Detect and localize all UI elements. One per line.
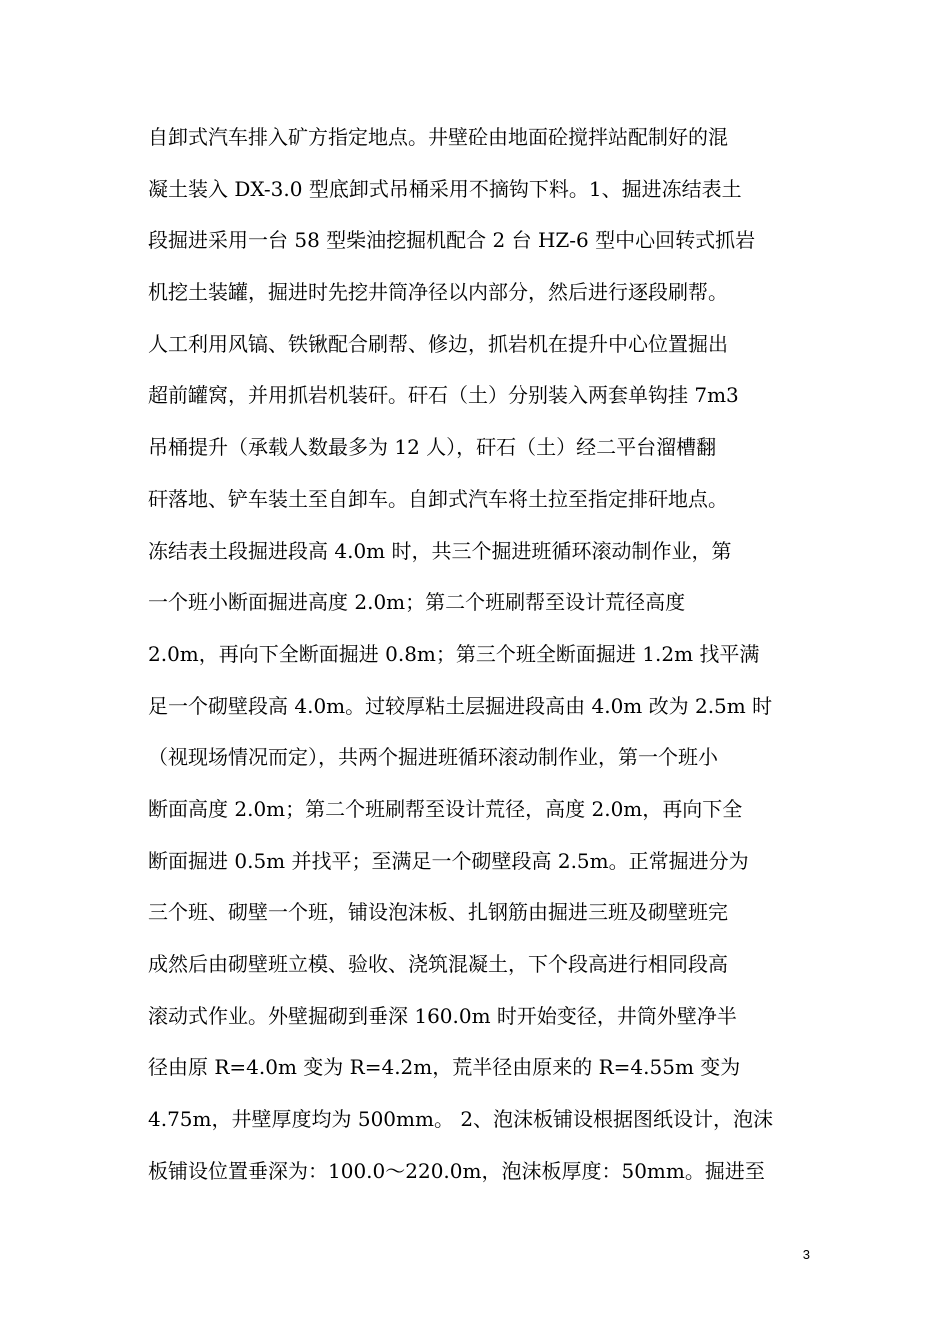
text-line: 2.0m，再向下全断面掘进 0.8m；第三个班全断面掘进 1.2m 找平满	[148, 641, 760, 666]
text-line: 一个班小断面掘进高度 2.0m；第二个班刷帮至设计荒径高度	[148, 590, 686, 615]
text-line: 机挖土装罐，掘进时先挖井筒净径以内部分，然后进行逐段刷帮。	[148, 280, 728, 305]
text-line: 成然后由砌壁班立模、验收、浇筑混凝土，下个段高进行相同段高	[148, 952, 728, 976]
text-line: 自卸式汽车排入矿方指定地点。井壁砼由地面砼搅拌站配制好的混	[148, 125, 728, 149]
text-line: 段掘进采用一台 58 型柴油挖掘机配合 2 台 HZ-6 型中心回转式抓岩	[148, 228, 756, 253]
text-line: 断面掘进 0.5m 并找平；至满足一个砌壁段高 2.5m。正常掘进分为	[148, 848, 749, 873]
text-line: 板铺设位置垂深为：100.0～220.0m，泡沫板厚度：50mm。掘进至	[148, 1158, 765, 1183]
page-number: 3	[802, 1247, 810, 1262]
text-line: 三个班、砌壁一个班，铺设泡沫板、扎钢筋由掘进三班及砌壁班完	[148, 900, 728, 925]
text-line: 凝土装入 DX-3.0 型底卸式吊桶采用不摘钩下料。1、掘进冻结表土	[148, 176, 742, 201]
text-line: 径由原 R=4.0m 变为 R=4.2m，荒半径由原来的 R=4.55m 变为	[148, 1055, 741, 1080]
text-line: 冻结表土段掘进段高 4.0m 时，共三个掘进班循环滚动制作业，第	[148, 538, 732, 563]
text-line: 人工利用风镐、铁锹配合刷帮、修边，抓岩机在提升中心位置掘出	[148, 331, 728, 356]
text-line: 断面高度 2.0m；第二个班刷帮至设计荒径，高度 2.0m，再向下全	[148, 796, 743, 821]
body-text	[148, 112, 808, 1197]
text-line: 吊桶提升（承载人数最多为 12 人），矸石（土）经二平台溜槽翻	[148, 435, 717, 460]
text-line: 矸落地、铲车装土至自卸车。自卸式汽车将土拉至指定排矸地点。	[148, 486, 728, 511]
text-line: 超前罐窝，并用抓岩机装矸。矸石（土）分别装入两套单钩挂 7m3	[148, 383, 739, 408]
text-line: 4.75m，井壁厚度均为 500mm。 2、泡沫板铺设根据图纸设计，泡沫	[148, 1107, 774, 1132]
text-line: （视现场情况而定），共两个掘进班循环滚动制作业，第一个班小	[148, 745, 718, 770]
text-line: 滚动式作业。外壁掘砌到垂深 160.0m 时开始变径，井筒外壁净半	[148, 1003, 737, 1028]
text-line: 足一个砌壁段高 4.0m。过较厚粘土层掘进段高由 4.0m 改为 2.5m 时	[148, 693, 773, 718]
